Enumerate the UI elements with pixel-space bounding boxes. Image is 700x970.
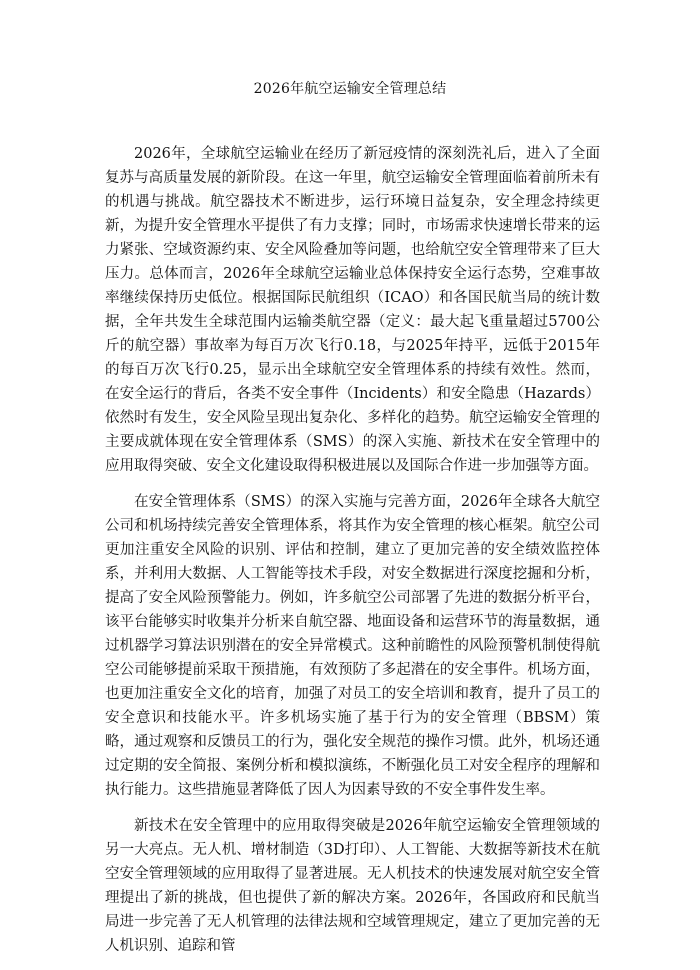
paragraph-2: 在安全管理体系（SMS）的深入实施与完善方面，2026年全球各大航空公司和机场持续完善安全管理体系，将其作为安全管理的核心框架。航空公司更加注重安全风险的识别、评估和控制，建立了更加完善的安全绩效监控体系，并利用大数据、人工智能等技术手段，对安全数据进行深度挖掘和分析，提高了安全风险预警能力。例如，许多航空公司部署了先进的数据分析平台，该平台能够实时收集并分析来自航空器、地面设备和运营环节的海量数据，通过机器学习算法识别潜在的安全异常模式。这种前瞻性的风险预警机制使得航空公司能够提前采取干预措施，有效预防了多起潜在的安全事件。机场方面，也更加注重安全文化的培育，加强了对员工的安全培训和教育，提升了员工的安全意识和技能水平。许多机场实施了基于行为的安全管理（BBSM）策略，通过观察和反馈员工的行为，强化安全规范的操作习惯。此外，机场还通过定期的安全简报、案例分析和模拟演练，不断强化员工对安全程序的理解和执行能力。这些措施显著降低了因人为因素导致的不安全事件发生率。 <box>105 494 600 798</box>
document-body <box>105 142 600 970</box>
document-title: 2026年航空运输安全管理总结 <box>253 81 447 97</box>
paragraph-1: 2026年，全球航空运输业在经历了新冠疫情的深刻洗礼后，进入了全面复苏与高质量发展的新阶段。在这一年里，航空运输安全管理面临着前所未有的机遇与挑战。航空器技术不断进步，运行环境日益复杂，安全理念持续更新，为提升安全管理水平提供了有力支撑；同时，市场需求快速增长带来的运力紧张、空域资源约束、安全风险叠加等问题，也给航空安全管理带来了巨大压力。总体而言，2026年全球航空运输业总体保持安全运行态势，空难事故率继续保持历史低位。根据国际民航组织（ICAO）和各国民航当局的统计数据，全年共发生全球范围内运输类航空器（定义：最大起飞重量超过5700公斤的航空器）事故率为每百万次飞行0.18，与2025年持平，远低于2015年的每百万次飞行0.25，显示出全球航空安全管理体系的持续有效性。然而，在安全运行的背后，各类不安全事件（Incidents）和安全隐患（Hazards）依然时有发生，安全风险呈现出复杂化、多样化的趋势。航空运输安全管理的主要成就体现在安全管理体系（SMS）的深入实施、新技术在安全管理中的应用取得突破、安全文化建设取得积极进展以及国际合作进一步加强等方面。 <box>105 146 600 474</box>
paragraph-3: 新技术在安全管理中的应用取得突破是2026年航空运输安全管理领域的另一大亮点。无人机、增材制造（3D打印）、人工智能、大数据等新技术在航空安全管理领域的应用取得了显著进展。无人机技术的快速发展对航空安全管理提出了新的挑战，但也提供了新的解决方案。2026年，各国政府和民航当局进一步完善了无人机管理的法律法规和空域管理规定，建立了更加完善的无人机识别、追踪和管 <box>105 818 600 954</box>
